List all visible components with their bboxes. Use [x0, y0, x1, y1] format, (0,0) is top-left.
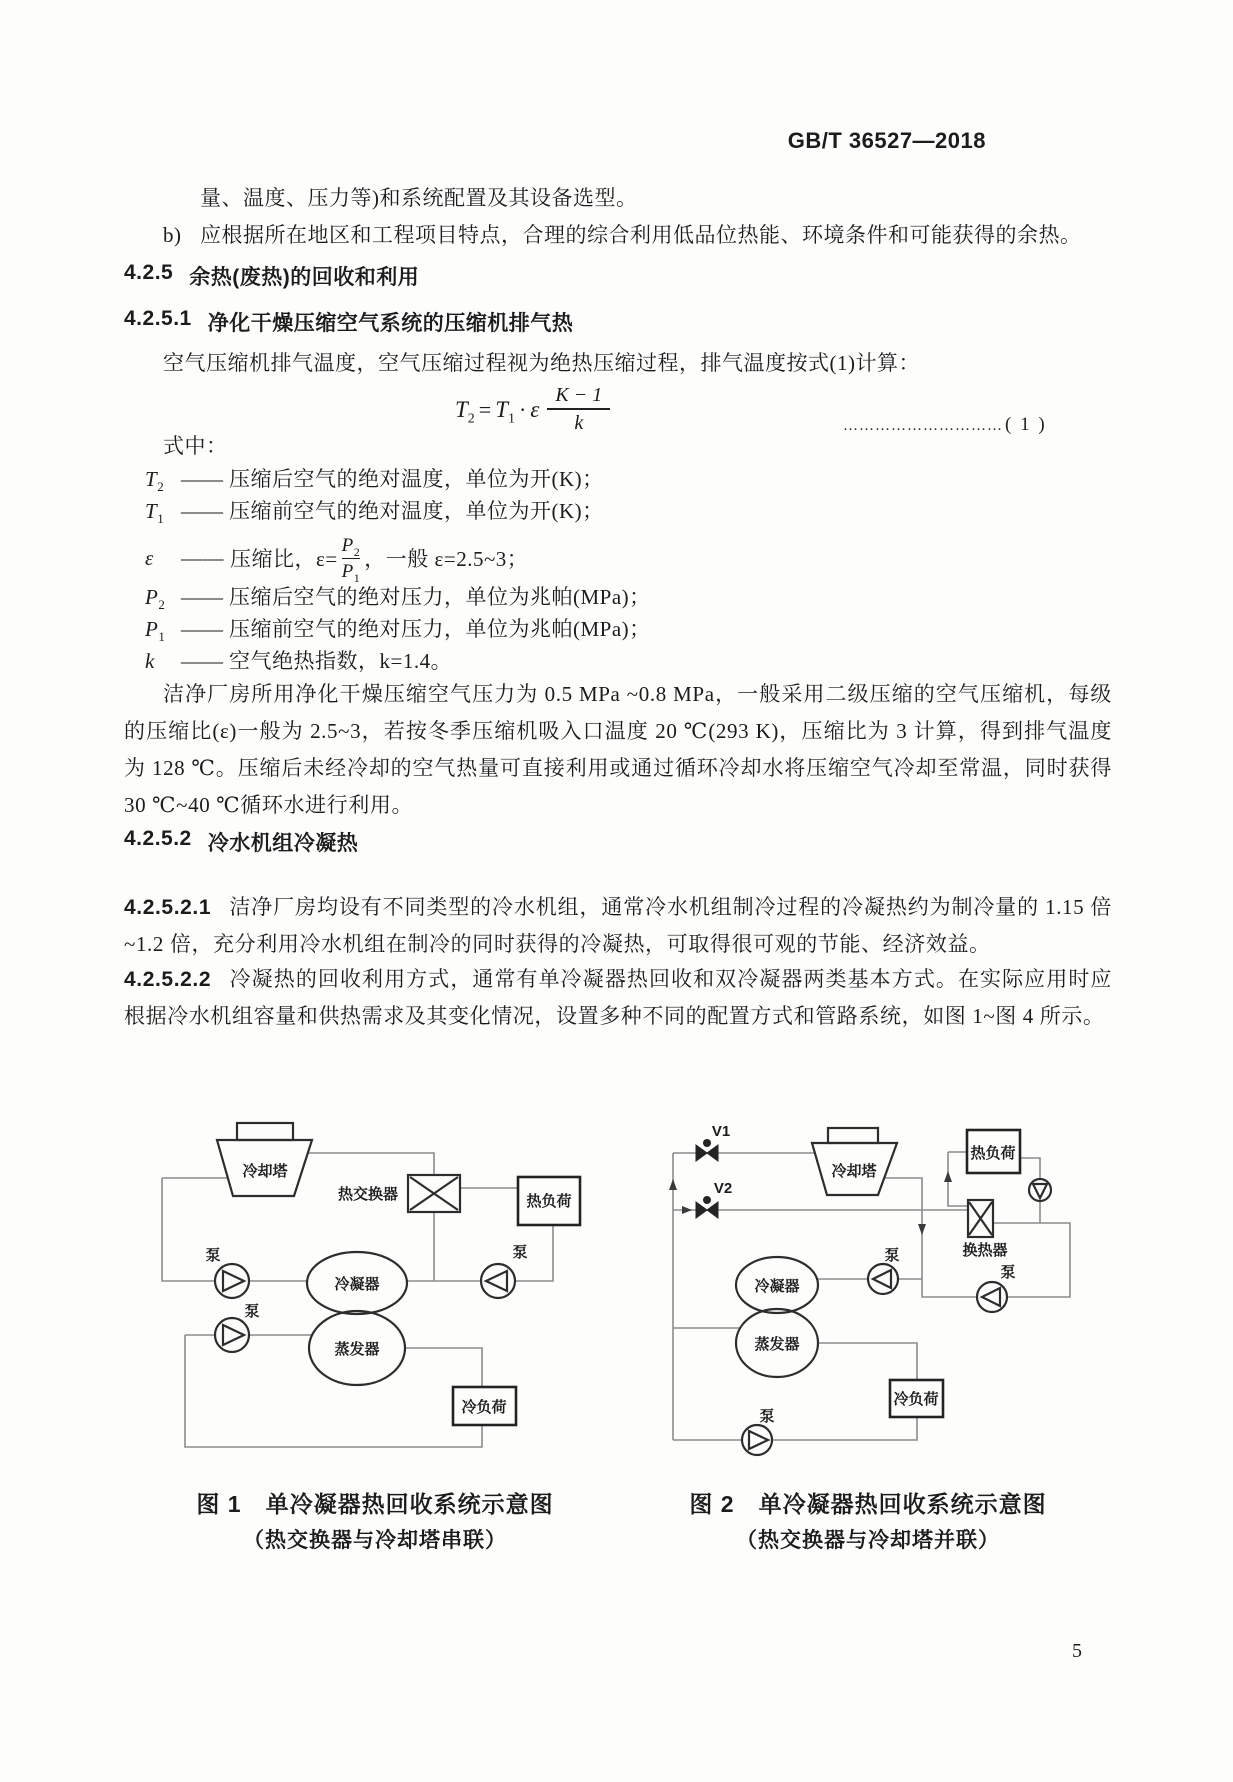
heading-title: 冷水机组冷凝热 — [207, 832, 359, 855]
paragraph-formula-intro: 空气压缩机排气温度，空气压缩过程视为绝热压缩过程，排气温度按式(1)计算： — [163, 351, 920, 375]
paragraph-number: 4.2.5.2.1 — [124, 896, 212, 919]
paragraph-number: 4.2.5.2.2 — [124, 968, 212, 991]
pump-label: 泵 — [205, 1248, 221, 1264]
equation-leader-dots — [843, 414, 1047, 436]
condenser-label: 冷凝器 — [754, 1279, 800, 1295]
epsilon-symbol: ε — [530, 397, 540, 422]
symbol: $P_1$ — [145, 617, 166, 645]
valve-icon — [707, 1202, 718, 1218]
valve-v1-symbol — [696, 1123, 730, 1161]
definition-dash: —— — [181, 649, 223, 673]
flow-arrow-right-icon — [682, 1206, 692, 1214]
heat-exchanger-label: 换热器 — [962, 1243, 1008, 1259]
definition-k — [145, 645, 452, 675]
definition-dash: —— — [181, 499, 223, 523]
pump-label: 泵 — [244, 1304, 260, 1320]
definition-text-post: ，一般 ε=2.5~3； — [364, 547, 529, 571]
definition-text: 压缩后空气的绝对压力，单位为兆帕(MPa)； — [229, 585, 651, 609]
paragraph-4-2-5-2-1 — [124, 889, 1112, 962]
definition-dash: —— — [181, 467, 223, 491]
figure-2-caption: 图 2 单冷凝器热回收系统示意图 — [689, 1491, 1047, 1517]
flow-arrow-up-icon — [669, 1179, 677, 1190]
evaporator-symbol — [309, 1311, 405, 1385]
figure-2-diagram — [618, 1078, 1163, 1478]
tower-cap — [828, 1128, 878, 1143]
flow-arrow-up-icon — [944, 1171, 952, 1182]
heat-exchanger-label: 热交换器 — [337, 1187, 399, 1203]
equals-sign: = — [478, 397, 492, 422]
pump-label: 泵 — [884, 1248, 900, 1264]
fraction-denominator: k — [574, 412, 584, 434]
list-item-b — [163, 221, 1082, 249]
symbol: $T_1$ — [145, 499, 165, 527]
definition-p1 — [145, 613, 651, 645]
heading-title: 余热(废热)的回收和利用 — [189, 266, 420, 289]
figure-1-subcaption: （热交换器与冷却塔串联） — [243, 1528, 507, 1552]
symbol: $T_2$ — [145, 467, 165, 495]
pump-symbol — [481, 1243, 528, 1298]
definition-text: 空气绝热指数，k=1.4。 — [229, 649, 453, 673]
heading-number: 4.2.5.2 — [124, 827, 192, 850]
definition-text-pre: 压缩比，ε= — [230, 547, 338, 571]
cold-load-symbol — [890, 1380, 943, 1417]
heading-4-2-5-1 — [124, 307, 573, 337]
valve-v2-symbol — [696, 1180, 732, 1218]
definition-epsilon — [145, 527, 528, 589]
cold-load-symbol — [453, 1387, 516, 1425]
symbol: k — [145, 649, 155, 673]
evaporator-label: 蒸发器 — [334, 1342, 380, 1358]
valve-actuator-icon — [704, 1197, 711, 1204]
heat-exchanger-symbol — [962, 1200, 1007, 1259]
heading-4-2-5-2 — [124, 827, 358, 857]
pump-symbol — [742, 1407, 775, 1455]
cold-load-label: 冷负荷 — [893, 1392, 939, 1408]
equation-t1: $T_1$ — [495, 397, 516, 427]
pump-label: 泵 — [759, 1409, 775, 1425]
valve-icon — [696, 1202, 707, 1218]
definition-dash: —— — [181, 585, 223, 609]
fraction-denominator: $P_1$ — [341, 560, 361, 585]
doc-code-header: GB/T 36527—2018 — [787, 128, 986, 153]
cold-load-label: 冷负荷 — [461, 1400, 507, 1416]
exponent-fraction — [547, 382, 610, 436]
pump-triangle-icon — [873, 1270, 891, 1288]
fraction-numerator: K − 1 — [547, 382, 610, 410]
symbol: $P_2$ — [145, 585, 166, 613]
definition-text: 压缩后空气的绝对温度，单位为开(K)； — [229, 467, 604, 491]
list-item-b-label: b) — [163, 223, 182, 247]
multiply-dot: · — [519, 397, 527, 422]
equation-1 — [455, 382, 610, 436]
cooling-tower-label: 冷却塔 — [242, 1164, 288, 1180]
page-number: 5 — [1072, 1640, 1082, 1662]
definition-dash: —— — [181, 617, 223, 641]
pump-triangle-icon — [749, 1431, 768, 1449]
definition-text: 压缩前空气的绝对温度，单位为开(K)； — [229, 499, 604, 523]
heat-exchanger-symbol — [338, 1175, 460, 1212]
cooling-tower-symbol — [812, 1128, 897, 1195]
pump-symbol — [1029, 1179, 1051, 1201]
pump-triangle-icon — [486, 1271, 507, 1291]
paragraph-compressor: 洁净厂房所用净化干燥压缩空气压力为 0.5 MPa ~0.8 MPa，一般采用二级压缩的空气压缩机，每级的压缩比(ε)一般为 2.5~3，若按冬季压缩机吸入口温度 20 ℃(293 K)，压缩比为 3 计算，得到排气温度为 128 ℃。压缩后未经冷却的空气热量可直接利用或通过循环冷却水将压缩空气冷却至常温，同时获得 30 ℃~40 ℃循环水进行利用。 — [124, 682, 1112, 817]
definition-t2 — [145, 463, 604, 495]
condenser-symbol — [307, 1252, 407, 1314]
definition-t1 — [145, 495, 604, 527]
evaporator-symbol — [736, 1309, 818, 1377]
pump-label: 泵 — [1000, 1265, 1016, 1281]
pump-triangle-icon — [223, 1325, 244, 1345]
valve-v1-label: V1 — [711, 1123, 731, 1140]
symbol: ε — [145, 545, 154, 570]
heat-load-symbol — [967, 1130, 1020, 1173]
paragraph-text: 洁净厂房均设有不同类型的冷水机组，通常冷水机组制冷过程的冷凝热约为制冷量的 1.15 倍~1.2 倍，充分利用冷水机组在制冷的同时获得的冷凝热，可取得很可观的节能、经济效益。 — [124, 895, 1112, 956]
pump-label: 泵 — [512, 1245, 528, 1261]
heat-exchanger-x-icon — [410, 1177, 458, 1210]
valve-v2-label: V2 — [713, 1180, 733, 1197]
evaporator-label: 蒸发器 — [754, 1337, 800, 1353]
fraction-numerator: $P_2$ — [341, 534, 361, 559]
heat-exchanger-x-icon — [969, 1202, 992, 1235]
paragraph-4-2-5-2-2 — [124, 961, 1112, 1034]
flow-arrow-down-icon — [918, 1224, 926, 1235]
heat-load-label: 热负荷 — [526, 1194, 572, 1210]
heat-load-symbol — [518, 1177, 580, 1225]
cooling-tower-symbol — [217, 1123, 312, 1196]
paragraph-text: 冷凝热的回收利用方式，通常有单冷凝器热回收和双冷凝器两类基本方式。在实际应用时应根据冷水机组容量和供热需求及其变化情况，设置多种不同的配置方式和管路系统，如图 1~图 4 所示。 — [124, 967, 1112, 1028]
definition-text: 压缩前空气的绝对压力，单位为兆帕(MPa)； — [229, 617, 651, 641]
definition-dash: —— — [181, 545, 224, 570]
carryover-line: 量、温度、压力等)和系统配置及其设备选型。 — [200, 186, 638, 210]
heading-title: 净化干燥压缩空气系统的压缩机排气热 — [207, 312, 574, 335]
heading-number: 4.2.5 — [124, 261, 174, 284]
heat-load-label: 热负荷 — [970, 1146, 1016, 1162]
heading-number: 4.2.5.1 — [124, 307, 192, 330]
pump-triangle-icon — [223, 1271, 244, 1291]
equation-lhs: $T_2$ — [455, 397, 475, 427]
definition-p2 — [145, 581, 651, 613]
list-item-b-text: 应根据所在地区和工程项目特点，合理的综合利用低品位热能、环境条件和可能获得的余热。 — [200, 223, 1082, 247]
figure-2-subcaption: （热交换器与冷却塔并联） — [736, 1528, 1000, 1552]
valve-icon — [707, 1145, 718, 1161]
pump-triangle-icon — [1033, 1184, 1047, 1198]
condenser-label: 冷凝器 — [334, 1277, 380, 1293]
pump-symbol — [977, 1263, 1016, 1312]
pump-symbol — [205, 1246, 249, 1298]
equation-number: ( 1 ) — [1005, 414, 1047, 435]
figure-1-caption: 图 1 单冷凝器热回收系统示意图 — [196, 1491, 554, 1517]
where-label: 式中： — [163, 434, 228, 458]
pump-symbol — [215, 1302, 260, 1352]
leader-dots: ………………………… — [843, 418, 1003, 434]
tower-cap — [237, 1123, 293, 1140]
condenser-symbol — [736, 1257, 818, 1313]
pressure-ratio-fraction — [342, 533, 361, 584]
figure-1-diagram — [148, 1078, 618, 1478]
heading-4-2-5 — [124, 261, 419, 291]
valve-actuator-icon — [704, 1140, 711, 1147]
pump-triangle-icon — [982, 1288, 1000, 1306]
valve-icon — [696, 1145, 707, 1161]
cooling-tower-label: 冷却塔 — [831, 1164, 877, 1180]
pump-symbol — [868, 1246, 900, 1294]
